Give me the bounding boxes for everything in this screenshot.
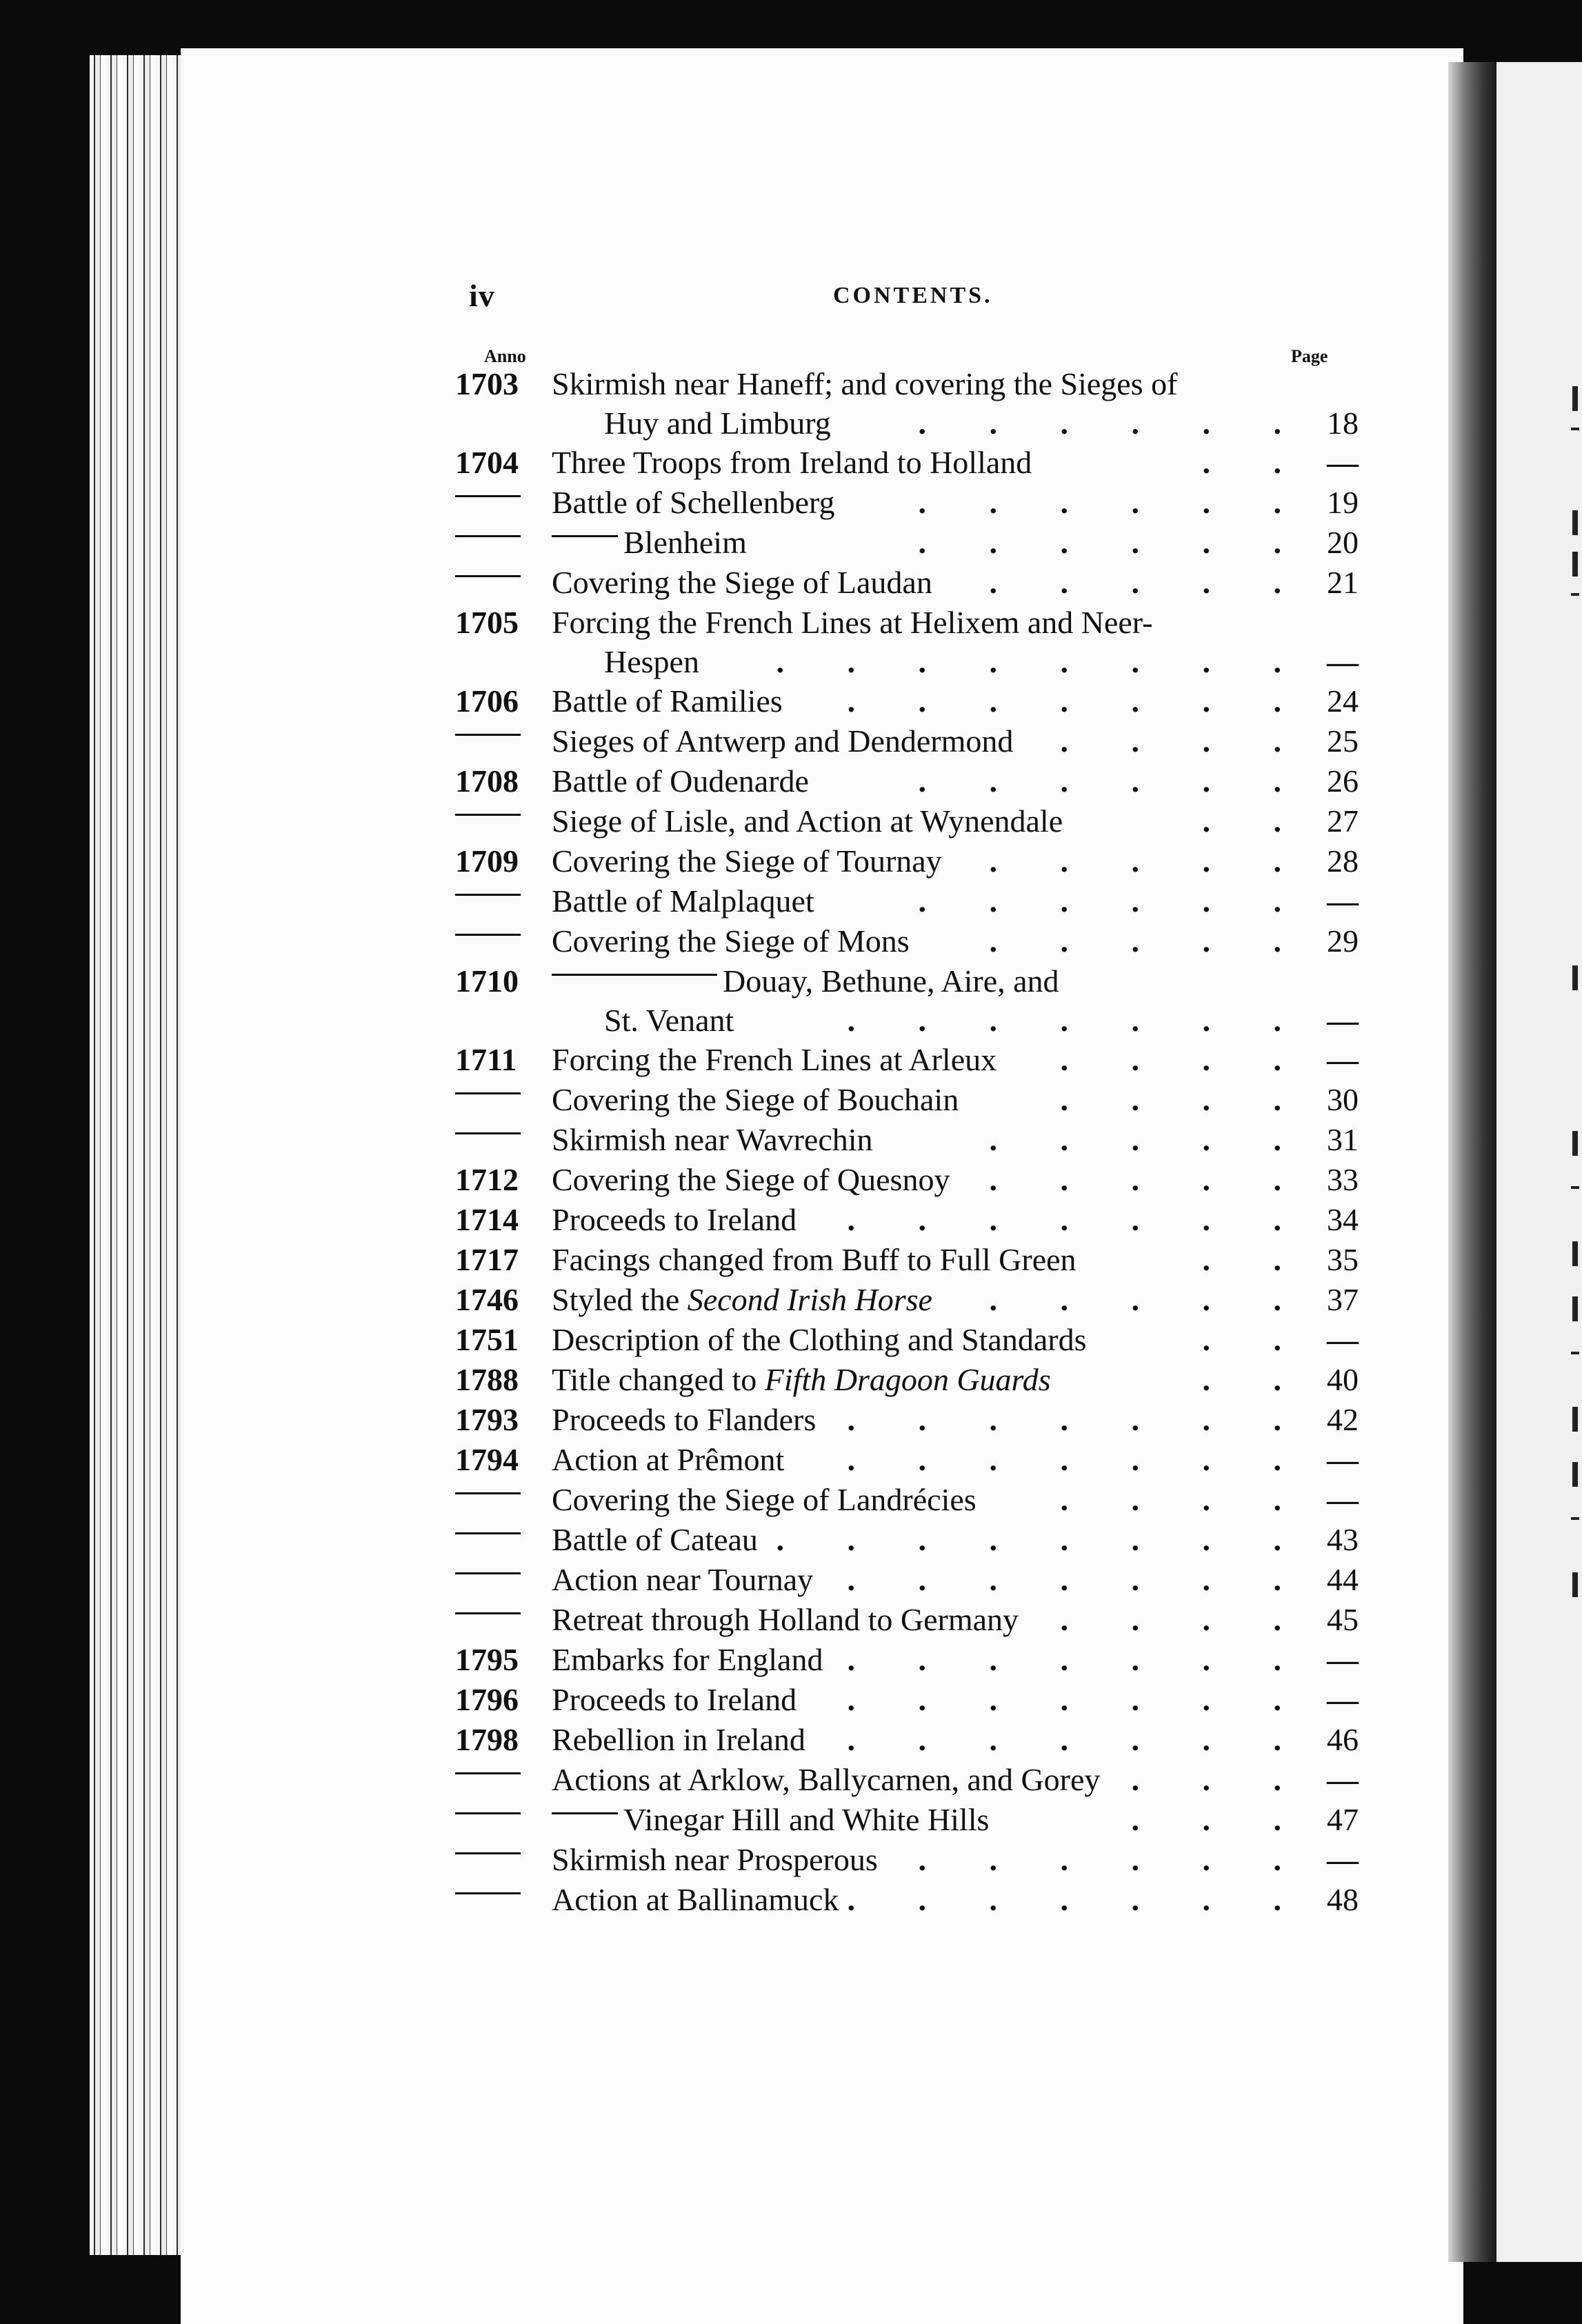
entry-page-number: — (1327, 883, 1359, 919)
contents-entry (455, 1760, 1359, 1800)
ditto-dash (455, 1612, 521, 1614)
ditto-dash (455, 1492, 521, 1494)
dot-leaders: . . . . . . . . (776, 644, 1309, 679)
entry-title: Covering the Siege of Laudan (552, 565, 932, 600)
dot-leaders: . . . . (1060, 1042, 1309, 1077)
entry-page-number: 33 (1327, 1162, 1359, 1197)
entry-year: 1704 (455, 445, 519, 480)
contents-entry (455, 1640, 1359, 1680)
entry-year (455, 1080, 552, 1120)
entry-page-number: 30 (1327, 1082, 1359, 1117)
dot-leaders: . . . . . . . (847, 1682, 1309, 1717)
ditto-dash (552, 535, 618, 537)
entry-page-number: — (1327, 1682, 1359, 1717)
contents-entry (455, 841, 1359, 881)
entry-year: 1714 (455, 1202, 519, 1237)
dot-leaders: . . . . . . . (847, 1562, 1309, 1597)
ditto-dash (455, 934, 521, 936)
entry-page-number: — (1327, 1042, 1359, 1077)
dot-leaders: . . . . . . (918, 763, 1309, 799)
entry-page-number: — (1327, 1322, 1359, 1357)
entry-title: Proceeds to Flanders (552, 1402, 817, 1437)
entry-title: Rebellion in Ireland (552, 1722, 805, 1757)
contents-entry (455, 1560, 1359, 1600)
entry-year (455, 1560, 552, 1600)
entry-year (455, 801, 552, 841)
adjacent-page-mark (1572, 510, 1578, 535)
entry-page-number: 19 (1327, 485, 1359, 520)
contents-entry (455, 1440, 1359, 1480)
contents-entry (455, 1600, 1359, 1640)
dot-leaders: . . . . (1060, 723, 1309, 759)
ditto-dash (455, 1892, 521, 1894)
entry-page-number: 26 (1327, 763, 1359, 799)
contents-entry (455, 1001, 1359, 1040)
entry-title: Battle of Cateau (552, 1522, 758, 1557)
contents-entry (455, 1080, 1359, 1120)
entry-year: 1795 (455, 1642, 519, 1677)
contents-entry (455, 1680, 1359, 1720)
dot-leaders: . . (1202, 1362, 1309, 1397)
entry-year: 1794 (455, 1442, 519, 1477)
entry-page-number: 20 (1327, 525, 1359, 560)
adjacent-page-mark (1572, 1296, 1578, 1321)
entry-page-number: — (1327, 1482, 1359, 1517)
contents-entry (455, 1240, 1359, 1280)
entry-year: 1746 (455, 1282, 519, 1317)
entry-year: 1796 (455, 1682, 519, 1717)
entry-year (455, 1600, 552, 1640)
entry-title: Blenheim (552, 523, 747, 563)
dot-leaders: . . . . . . . . (776, 1522, 1309, 1557)
entry-page-number: 42 (1327, 1402, 1359, 1437)
entry-title: Embarks for England (552, 1642, 823, 1677)
contents-entry (455, 603, 1359, 643)
entry-page-number: 44 (1327, 1562, 1359, 1597)
adjacent-page-edge (1496, 62, 1582, 2262)
contents-entry (455, 523, 1359, 563)
ditto-dash (552, 1812, 618, 1814)
contents-entry (455, 1120, 1359, 1160)
adjacent-page-mark (1572, 1241, 1578, 1266)
entry-title: Proceeds to Ireland (552, 1682, 797, 1717)
dot-leaders: . . (1202, 1242, 1309, 1277)
ditto-dash (552, 974, 717, 976)
contents-entry (455, 921, 1359, 961)
entry-page-number: 43 (1327, 1522, 1359, 1557)
entry-year (455, 1800, 552, 1840)
ditto-dash (455, 1772, 521, 1774)
entry-title: Douay, Bethune, Aire, and (552, 961, 1059, 1001)
dot-leaders: . . . . . . (918, 525, 1309, 560)
adjacent-page-mark (1572, 1407, 1578, 1432)
dot-leaders: . . . . . . . (847, 1722, 1309, 1757)
entry-title: Vinegar Hill and White Hills (552, 1800, 989, 1840)
entry-title: Action near Tournay (552, 1562, 814, 1597)
entry-page-number: 34 (1327, 1202, 1359, 1237)
entry-page-number: — (1327, 1003, 1359, 1038)
entry-title: Title changed to Fifth Dragoon Guards (552, 1362, 1051, 1397)
dot-leaders: . . (1202, 445, 1309, 480)
entry-page-number: — (1327, 644, 1359, 679)
entry-year (455, 523, 552, 563)
adjacent-page-mark (1571, 428, 1579, 430)
entry-page-number: — (1327, 1642, 1359, 1677)
entry-title: Battle of Oudenarde (552, 763, 809, 799)
dot-leaders: . . . . . . . (847, 1642, 1309, 1677)
entry-title: Description of the Clothing and Standards (552, 1322, 1087, 1357)
ditto-dash (455, 1852, 521, 1854)
entry-year: 1703 (455, 366, 519, 401)
entry-page-number: 18 (1327, 405, 1359, 441)
entry-title: Retreat through Holland to Germany (552, 1602, 1019, 1637)
entry-title: Skirmish near Wavrechin (552, 1122, 873, 1157)
entry-title: Battle of Ramilies (552, 683, 783, 719)
entry-year: 1751 (455, 1322, 519, 1357)
ditto-dash (455, 1572, 521, 1574)
adjacent-page-mark (1572, 1462, 1578, 1487)
entry-page-number: — (1327, 1442, 1359, 1477)
contents-entry (455, 563, 1359, 603)
contents-entry (455, 1800, 1359, 1840)
entry-year: 1788 (455, 1362, 519, 1397)
ditto-dash (455, 535, 521, 537)
entry-title: Battle of Malplaquet (552, 883, 814, 919)
entry-page-number: 46 (1327, 1722, 1359, 1757)
entry-title: Battle of Schellenberg (552, 485, 835, 520)
entry-page-number: 40 (1327, 1362, 1359, 1397)
entry-page-number: 48 (1327, 1882, 1359, 1917)
entry-title: Covering the Siege of Bouchain (552, 1082, 959, 1117)
dot-leaders: . . . . . . . (847, 1003, 1309, 1038)
ditto-dash (455, 1532, 521, 1534)
adjacent-page-mark (1572, 1131, 1578, 1156)
entry-page-number: 31 (1327, 1122, 1359, 1157)
contents-entry (455, 1480, 1359, 1520)
contents-entry (455, 881, 1359, 921)
contents-entry (455, 961, 1359, 1001)
entry-year: 1717 (455, 1242, 519, 1277)
contents-entry (455, 721, 1359, 761)
entry-title: Action at Ballinamuck (552, 1882, 839, 1917)
ditto-dash (455, 575, 521, 577)
dot-leaders: . . . . . . . (847, 1202, 1309, 1237)
contents-entry (455, 1200, 1359, 1240)
entry-page-number: 21 (1327, 565, 1359, 600)
contents-entry (455, 761, 1359, 801)
contents-entry (455, 1280, 1359, 1320)
ditto-dash (455, 734, 521, 736)
entry-year: 1705 (455, 605, 519, 640)
entry-year: 1793 (455, 1402, 519, 1437)
entry-year: 1710 (455, 963, 519, 999)
entry-page-number: — (1327, 445, 1359, 480)
dot-leaders: . . . . . . . (847, 683, 1309, 719)
entry-year (455, 721, 552, 761)
entry-title: Covering the Siege of Tournay (552, 843, 942, 879)
entry-year (455, 1840, 552, 1880)
entry-year: 1709 (455, 843, 519, 879)
entry-year (455, 921, 552, 961)
page-column-label: Page (1291, 346, 1328, 366)
contents-entry (455, 1360, 1359, 1400)
dot-leaders: . . . . . . . (847, 1442, 1309, 1477)
entry-title: Facings changed from Buff to Full Green (552, 1242, 1077, 1277)
ditto-dash (455, 1092, 521, 1094)
dot-leaders: . . . . (1060, 1602, 1309, 1637)
entry-page-number: 37 (1327, 1282, 1359, 1317)
dot-leaders: . . . . (1060, 1082, 1309, 1117)
entry-title: Covering the Siege of Quesnoy (552, 1162, 950, 1197)
dot-leaders: . . . . . (989, 1282, 1309, 1317)
entry-title: Sieges of Antwerp and Dendermond (552, 723, 1014, 759)
entry-page-number: 27 (1327, 803, 1359, 839)
entry-year (455, 483, 552, 523)
dot-leaders: . . (1202, 803, 1309, 839)
contents-entry (455, 483, 1359, 523)
dot-leaders: . . . . . . (918, 485, 1309, 520)
ditto-dash (455, 495, 521, 497)
entry-title: St. Venant (604, 1003, 734, 1038)
contents-entry (455, 681, 1359, 721)
ditto-dash (455, 814, 521, 816)
entry-page-number: 25 (1327, 723, 1359, 759)
book-gutter-shadow (1448, 62, 1496, 2262)
entry-page-number: 45 (1327, 1602, 1359, 1637)
entry-title: Hespen (604, 644, 699, 679)
contents-entry (455, 1400, 1359, 1440)
dot-leaders: . . . . . (989, 1162, 1309, 1197)
contents-entry (455, 1720, 1359, 1760)
entry-title: Covering the Siege of Mons (552, 923, 910, 959)
adjacent-page-mark (1572, 552, 1578, 577)
contents-entry (455, 404, 1359, 443)
entry-year (455, 1760, 552, 1800)
dot-leaders: . . . . . . . (847, 1882, 1309, 1917)
entry-page-number: 24 (1327, 683, 1359, 719)
book-page-edges (90, 55, 186, 2255)
page-folio: iv (469, 278, 495, 313)
dot-leaders: . . . . . (989, 1122, 1309, 1157)
dot-leaders: . . . . . . . (847, 1402, 1309, 1437)
dot-leaders: . . . (1131, 1762, 1309, 1797)
entry-year: 1711 (455, 1042, 517, 1077)
entry-title: Three Troops from Ireland to Holland (552, 445, 1032, 480)
entry-year: 1712 (455, 1162, 519, 1197)
entry-page-number: 28 (1327, 843, 1359, 879)
adjacent-page-mark (1571, 593, 1579, 596)
entry-title: Forcing the French Lines at Helixem and Neer- (552, 605, 1153, 640)
adjacent-page-mark (1571, 1517, 1579, 1520)
dot-leaders: . . . . . . (918, 405, 1309, 441)
contents-entry (455, 1160, 1359, 1200)
entry-page-number: 29 (1327, 923, 1359, 959)
dot-leaders: . . (1202, 1322, 1309, 1357)
entry-title: Skirmish near Prosperous (552, 1842, 878, 1877)
ditto-dash (455, 1812, 521, 1814)
entry-title: Covering the Siege of Landrécies (552, 1482, 977, 1517)
adjacent-page-mark (1571, 1352, 1579, 1354)
contents-entry (455, 1520, 1359, 1560)
entry-year (455, 1480, 552, 1520)
dot-leaders: . . . . . (989, 843, 1309, 879)
entry-year: 1708 (455, 763, 519, 799)
dot-leaders: . . . . (1060, 1482, 1309, 1517)
dot-leaders: . . . . . (989, 923, 1309, 959)
ditto-dash (455, 1132, 521, 1134)
contents-entry (455, 1880, 1359, 1920)
entry-page-number: — (1327, 1762, 1359, 1797)
dot-leaders: . . . (1131, 1802, 1309, 1837)
entry-title: Proceeds to Ireland (552, 1202, 797, 1237)
entry-title: Styled the Second Irish Horse (552, 1282, 932, 1317)
ditto-dash (455, 894, 521, 896)
entry-title: Forcing the French Lines at Arleux (552, 1042, 997, 1077)
contents-entry (455, 643, 1359, 681)
entry-title: Action at Prêmont (552, 1442, 785, 1477)
contents-list (455, 364, 1359, 1920)
contents-entry (455, 1040, 1359, 1080)
contents-entry (455, 443, 1359, 483)
adjacent-page-mark (1571, 1186, 1579, 1189)
entry-page-number: 47 (1327, 1802, 1359, 1837)
contents-entry (455, 801, 1359, 841)
entry-year (455, 1120, 552, 1160)
entry-title: Skirmish near Haneff; and covering the Sieges of (552, 366, 1178, 401)
adjacent-page-mark (1572, 386, 1578, 411)
entry-year: 1706 (455, 683, 519, 719)
running-head: CONTENTS. (833, 283, 993, 308)
contents-entry (455, 1320, 1359, 1360)
dot-leaders: . . . . . . (918, 1842, 1309, 1877)
entry-page-number: — (1327, 1842, 1359, 1877)
dot-leaders: . . . . . . (918, 883, 1309, 919)
anno-column-label: Anno (484, 346, 526, 366)
entry-year (455, 881, 552, 921)
entry-year (455, 1880, 552, 1920)
adjacent-page-mark (1572, 1572, 1578, 1597)
entry-year: 1798 (455, 1722, 519, 1757)
entry-title: Actions at Arklow, Ballycarnen, and Gorey (552, 1762, 1101, 1797)
contents-entry (455, 1840, 1359, 1880)
adjacent-page-mark (1572, 965, 1578, 990)
dot-leaders: . . . . . (989, 565, 1309, 600)
entry-year (455, 563, 552, 603)
contents-entry (455, 364, 1359, 404)
entry-year (455, 1520, 552, 1560)
entry-title: Siege of Lisle, and Action at Wynendale (552, 803, 1063, 839)
entry-title: Huy and Limburg (604, 405, 831, 441)
entry-page-number: 35 (1327, 1242, 1359, 1277)
